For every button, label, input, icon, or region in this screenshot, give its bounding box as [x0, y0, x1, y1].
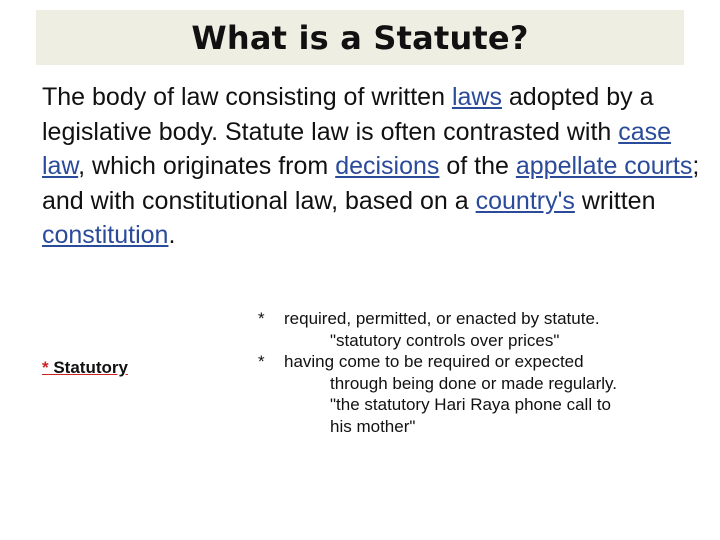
definition-text: adopted by a legislative body. Statute law is often contrasted with [42, 83, 654, 146]
sense-text: having come to be required or expected [284, 352, 584, 371]
definition-text: . [168, 221, 176, 249]
link-laws[interactable]: laws [451, 83, 502, 111]
definition-text: ; and with constitutional law, based on a [42, 152, 700, 215]
sense-bullet: * [258, 352, 265, 371]
sense-text: required, permitted, or enacted by statute. [284, 309, 600, 328]
sense-1-example: "statutory controls over prices" [330, 330, 560, 350]
sense-2 [258, 351, 708, 373]
link-decisions[interactable]: decisions [335, 152, 440, 180]
term-word: Statutory [48, 358, 128, 377]
link-case-law[interactable]: case law [42, 117, 672, 180]
sense-bullet: * [258, 309, 265, 328]
term-star: * [42, 358, 49, 377]
title-bar [36, 10, 684, 65]
sense-2-example-line: his mother" [330, 416, 416, 436]
definition-text: The body of law consisting of written [42, 83, 452, 111]
definition-text: of the [439, 152, 516, 180]
page-title: What is a Statute? [191, 18, 529, 57]
sense-2-example-line: "the statutory Hari Raya phone call to [330, 395, 612, 414]
link-constitution[interactable]: constitution [42, 221, 169, 249]
sense-2-continuation: through being done or made regularly. [330, 373, 617, 393]
link-appellate-courts[interactable]: appellate courts [515, 152, 693, 180]
link-countrys[interactable]: country's [475, 186, 575, 215]
definition-text: written [574, 186, 656, 215]
definition-text: , which originates from [78, 152, 336, 180]
sense-1 [258, 308, 708, 330]
definition-paragraph [42, 80, 702, 253]
term-statutory [42, 358, 128, 378]
senses-list [258, 308, 708, 437]
